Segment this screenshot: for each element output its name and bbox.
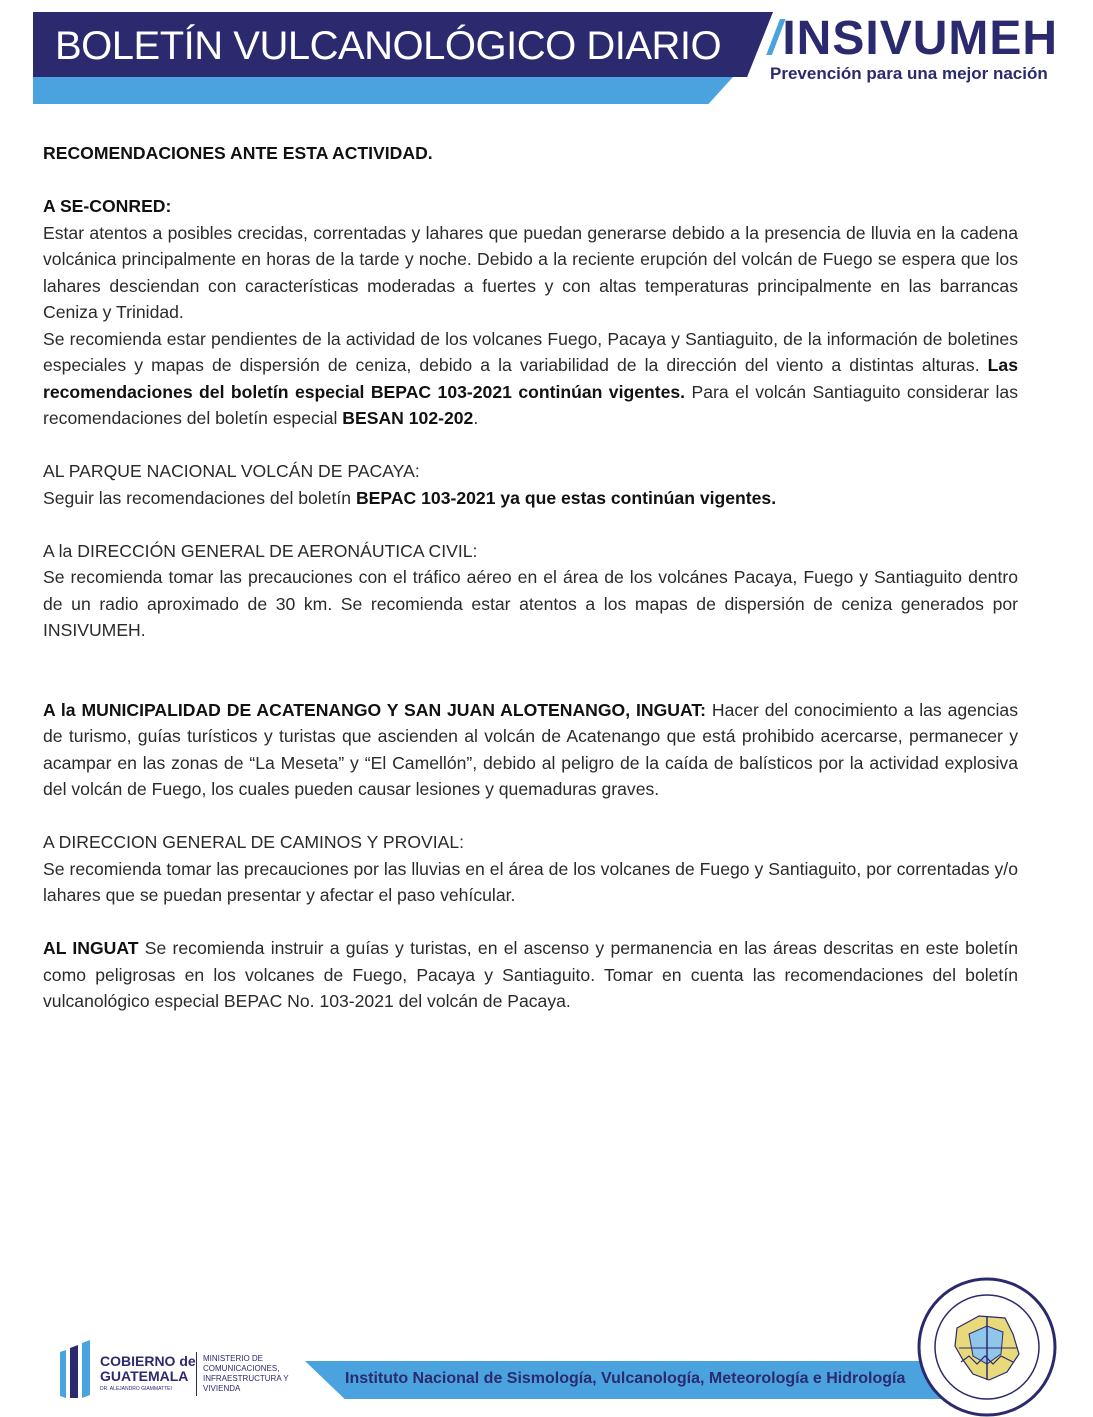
seconred-paragraph-2: Se recomienda estar pendientes de la actividad de los volcanes Fuego, Pacaya y Santiaguito, de la información de boletines especiales y mapas de dispersión de ceniza, debido a la variabilidad de la dirección del viento a distintas alturas. Las recomendaciones del boletín especial BEPAC 103-2021 continúan vigentes. Para el volcán Santiaguito considerar las recomendaciones del boletín especial BESAN 102-202.	[43, 328, 1018, 428]
section-heading-seconred: A SE-CONRED:	[43, 196, 172, 216]
main-heading: RECOMENDACIONES ANTE ESTA ACTIVIDAD.	[43, 143, 433, 163]
footer-divider	[196, 1352, 197, 1396]
header-accent-strip	[33, 77, 733, 104]
bulletin-title: BOLETÍN VULCANOLÓGICO DIARIO	[55, 24, 722, 68]
section-heading-municipality: A la MUNICIPALIDAD DE ACATENANGO Y SAN JUAN ALOTENANGO, INGUAT:	[43, 699, 707, 720]
government-emblem-icon	[58, 1340, 94, 1400]
provial-paragraph: Se recomienda tomar las precauciones por las lluvias en el área de los volcanes de Fuego y Santiaguito, por correntadas y/o lahares que se puedan presentar y afectar el paso vehícular.	[43, 858, 1018, 905]
ministry-name: MINISTERIO DE COMUNICACIONES, INFRAESTRUCTURA Y VIVIENDA	[203, 1354, 289, 1393]
dgac-paragraph: Se recomienda tomar las precauciones con el tráfico aéreo en el área de los volcánes Pacaya, Fuego y Santiaguito dentro de un radio aproximado de 30 km. Se recomienda estar atentos a los mapas de dispersión de ceniza generados por INSIVUMEH.	[43, 567, 1018, 640]
insivumeh-brand	[768, 14, 1068, 84]
brand-name: /INSIVUMEH	[768, 12, 1059, 65]
brand-tagline: Prevención para una mejor nación	[770, 64, 1048, 83]
insivumeh-seal-icon	[917, 1276, 1057, 1417]
section-heading-pacaya-park: AL PARQUE NACIONAL VOLCÁN DE PACAYA:	[43, 461, 420, 481]
government-subtitle: DR. ALEJANDRO GIAMMATTEI	[100, 1386, 172, 1392]
government-name: COBIERNO de GUATEMALA	[100, 1353, 196, 1384]
section-heading-dgac: A la DIRECCIÓN GENERAL DE AERONÁUTICA CIVIL:	[43, 540, 478, 561]
inguat-paragraph: AL INGUAT Se recomienda instruir a guías y turistas, en el ascenso y permanencia en las áreas descritas en este boletín como peligrosas en los volcanes de Fuego, Pacaya y Santiaguito. Tomar en cuenta las recomendaciones del boletín vulcanológico especial BEPAC No. 103-2021 del volcán de Pacaya.	[43, 938, 1018, 1011]
municipality-paragraph: A la MUNICIPALIDAD DE ACATENANGO Y SAN JUAN ALOTENANGO, INGUAT: Hacer del conocimiento a las agencias de turismo, guías turísticos y turistas que ascienden al volcán de Acatenango que está prohibido acercarse, permanecer y acampar en las zonas de “La Meseta” y “El Camellón”, debido al peligro de la caída de balísticos por la actividad explosiva del volcán de Fuego, los cuales pueden causar lesiones y quemaduras graves.	[43, 699, 1019, 799]
institute-name: Instituto Nacional de Sismología, Vulcanología, Meteorología e Hidrología	[345, 1370, 906, 1387]
bulletin-body	[43, 140, 1018, 1015]
section-heading-provial: A DIRECCION GENERAL DE CAMINOS Y PROVIAL:	[43, 832, 465, 852]
government-logo	[58, 1340, 298, 1400]
seconred-paragraph-1: Estar atentos a posibles crecidas, correntadas y lahares que puedan generarse debido a la presencia de lluvia en la cadena volcánica principalmente en horas de la tarde y noche. Debido a la reciente erupción del volcán de Fuego se espera que los lahares desciendan con características moderadas a fuertes y con altas temperaturas principalmente en las barrancas Ceniza y Trinidad.	[43, 222, 1018, 322]
section-heading-inguat: AL INGUAT	[43, 938, 139, 958]
pacaya-park-paragraph: Seguir las recomendaciones del boletín BEPAC 103-2021 ya que estas continúan vigentes.	[43, 487, 777, 508]
